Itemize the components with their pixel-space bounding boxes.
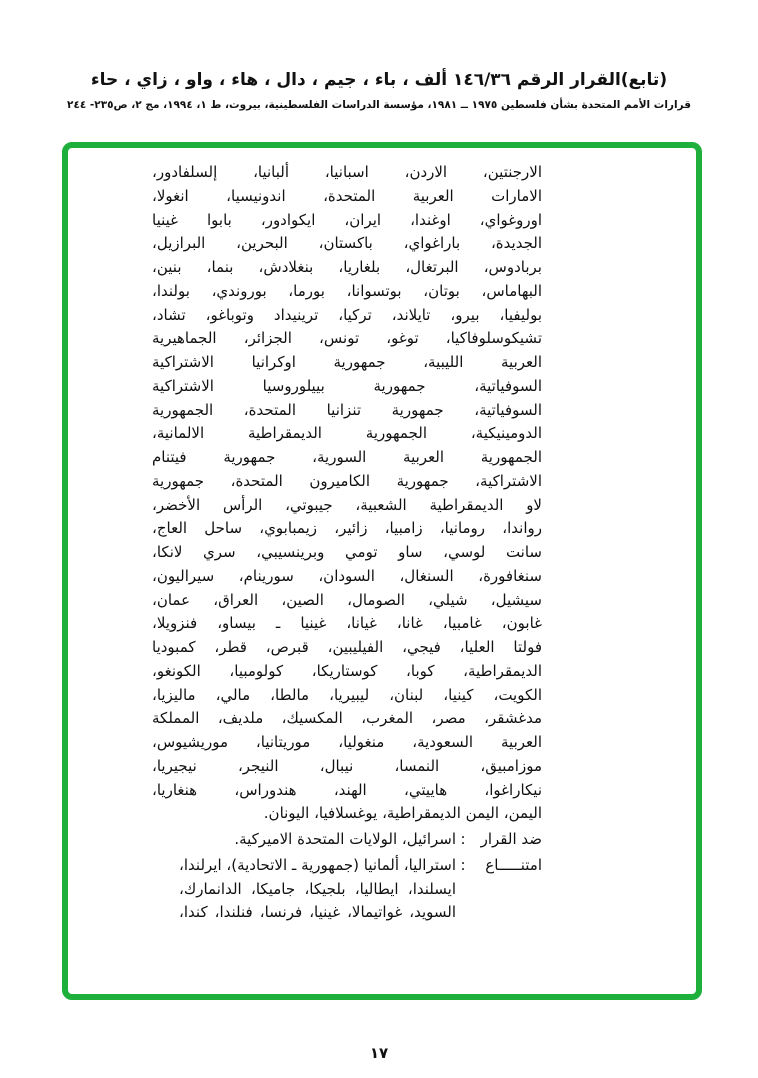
country-line: نيكاراغوا، هاييتي، الهند، هندوراس، هنغاريا، (152, 780, 542, 799)
against-colon: : (460, 830, 466, 848)
country-line: موزامبيق، النمسا، نيبال، النيجر، نيجيريا، (152, 756, 542, 775)
abstain-row (179, 854, 542, 925)
country-line: السوفياتية، جمهورية بييلوروسيا الاشتراكية (152, 376, 542, 395)
country-line: اليمن، اليمن الديمقراطية، يوغسلافيا، اليونان. (263, 804, 542, 823)
page-header (0, 70, 758, 111)
against-label: ضد القرار (480, 830, 542, 848)
against-row (212, 828, 542, 852)
country-line: الديمقراطية، كوبا، كوستاريكا، كولومبيا، الكونغو، (152, 661, 542, 680)
resolution-title: (تابع)القرار الرقم ١٤٦/٣٦ ألف ، باء ، جيم ، دال ، هاء ، واو ، زاي ، حاء (90, 70, 668, 90)
abstain-countries (179, 854, 456, 925)
against-countries: اسرائيل، الولايات المتحدة الاميركية. (234, 830, 456, 848)
source-citation: قرارات الأمم المتحدة بشأن فلسطين ١٩٧٥ ــ ١٩٨١، مؤسسة الدراسات الفلسطينية، بيروت، ط ١، ١٩٩٤، مج ٢، ص٢٣٥- ٢٤٤ (67, 99, 691, 111)
country-line: رواندا، رومانيا، زامبيا، زائير، زيمبابوي، ساحل العاج، (152, 519, 542, 538)
country-line: الارجنتين، الاردن، اسبانيا، ألبانيا، إلسلفادور، (152, 163, 542, 181)
country-line: سنغافورة، السنغال، السودان، سورينام، سيراليون، (152, 566, 542, 585)
country-line: السوفياتية، جمهورية تنزانيا المتحدة، الجمهورية (152, 400, 542, 419)
in-favor-country-list (152, 161, 542, 826)
country-line: مدغشقر، مصر، المغرب، المكسيك، ملديف، المملكة (152, 709, 542, 728)
abstain-colon: : (460, 855, 466, 874)
country-line: الدومينيكية، الجمهورية الديمقراطية الالمانية، (152, 424, 542, 443)
country-line: بوليفيا، بيرو، تايلاند، تركيا، ترينيداد وتوباغو، تشاد، (152, 305, 542, 324)
country-line: الجديدة، باراغواي، باكستان، البحرين، البرازيل، (152, 234, 542, 253)
abstain-line: ايسلندا، ايطاليا، بلجيكا، جاميكا، الدانمارك، (179, 879, 456, 898)
country-line: الاشتراكية، جمهورية الكاميرون المتحدة، جمهورية (152, 471, 542, 490)
country-line: سانت لوسي، ساو تومي وبرينسيبي، سري لانكا، (152, 543, 542, 561)
abstain-label: امتنـــــاع (485, 855, 542, 874)
country-line: الكويت، كينيا، لبنان، ليبيريا، مالطا، مالي، ماليزيا، (152, 685, 542, 704)
country-line: لاو الديمقراطية الشعبية، جيبوتي، الرأس الأخضر، (152, 495, 542, 514)
green-frame (62, 142, 702, 1000)
country-line: الامارات العربية المتحدة، اندونيسيا، انغولا، (152, 186, 542, 205)
country-line: العربية الليبية، جمهورية اوكرانيا الاشتراكية (152, 353, 542, 371)
frame-content (68, 148, 696, 925)
country-line: سيشيل، شيلي، الصومال، الصين، العراق، عمان، (152, 590, 542, 609)
country-line: فولتا العليا، فيجي، الفيليبين، قبرص، قطر، كمبوديا (152, 638, 542, 656)
country-line: تشيكوسلوفاكيا، توغو، تونس، الجزائر، الجماهيرية (152, 329, 542, 348)
country-line: غابون، غامبيا، غانا، غيانا، غينيا ـ بيساو، فنزويلا، (152, 614, 542, 633)
country-line: البهاماس، بوتان، بوتسوانا، بورما، بوروندي، بولندا، (152, 281, 542, 300)
abstain-line: استراليا، ألمانيا (جمهورية ـ الاتحادية)، ايرلندا، (179, 855, 456, 874)
country-line: الجمهورية العربية السورية، جمهورية فيتنام (152, 448, 542, 466)
page-number: ١٧ (369, 1044, 389, 1062)
country-line: العربية السعودية، منغوليا، موريتانيا، موريشيوس، (152, 733, 542, 751)
country-line: اوروغواي، اوغندا، ايران، ايكوادور، بابوا غينيا (152, 210, 542, 229)
country-line: بربادوس، البرتغال، بلغاريا، بنغلادش، بنما، بنين، (152, 258, 542, 276)
abstain-line: السويد، غواتيمالا، غينيا، فرنسا، فنلندا، كندا، (179, 903, 456, 922)
